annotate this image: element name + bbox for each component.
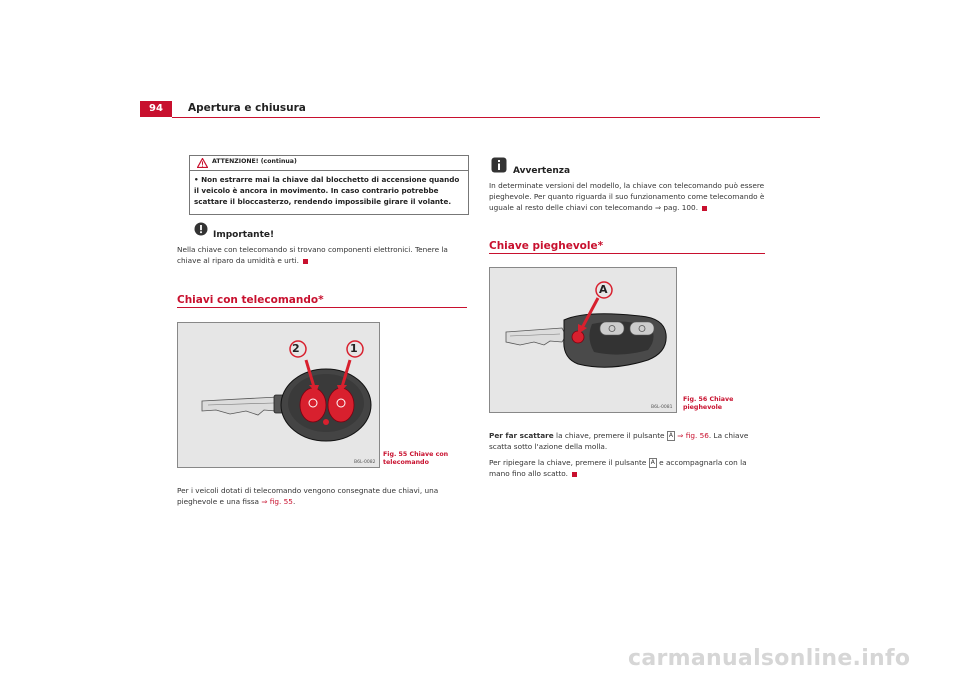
- figure-code: B6L-0081: [651, 405, 673, 410]
- note-body-pre: In determinate versioni del modello, la chiave con telecomando può essere pieghevole. Per quanto riguarda il suo funzionamento come telecomando è uguale al resto delle chiavi con telecomando: [489, 181, 765, 212]
- important-paragraph: [177, 244, 467, 266]
- end-marker: [702, 206, 707, 211]
- note-title: Avvertenza: [513, 166, 571, 176]
- section1-body-pre: Per i veicoli dotati di telecomando vengono consegnate due chiavi, una pieghevole e una fissa: [177, 486, 439, 506]
- header-rule: [172, 117, 820, 118]
- figure-55: [177, 322, 380, 468]
- figure-55-caption: Fig. 55 Chiave con telecomando: [383, 451, 449, 466]
- p2-text-a: Per ripiegare la chiave, premere il pulsante: [489, 458, 649, 467]
- callout-A: A: [599, 283, 608, 296]
- end-marker: [303, 259, 308, 264]
- info-icon: [491, 157, 507, 173]
- figure-56: [489, 267, 677, 413]
- section-rule: [489, 253, 765, 254]
- warning-box: [189, 155, 469, 215]
- warning-text: [194, 174, 466, 207]
- callout-2: 2: [292, 342, 300, 355]
- page-100-link[interactable]: ⇒ pag. 100: [654, 203, 696, 212]
- warning-heading: ATTENZIONE! (continua): [212, 158, 297, 165]
- section2-paragraph-1: [489, 430, 765, 452]
- fig55-link[interactable]: ⇒ fig. 55: [261, 497, 293, 506]
- button-A-ref: A: [668, 432, 673, 439]
- section-heading-remote-keys: Chiavi con telecomando*: [177, 294, 324, 306]
- p2-text-b: e accompagnarla con la mano fino allo scatto.: [489, 458, 747, 478]
- section-rule: [177, 307, 467, 308]
- warning-bullet: •: [194, 175, 199, 184]
- note-body-post: .: [695, 203, 699, 212]
- fig56-link[interactable]: ⇒ fig. 56: [674, 431, 709, 440]
- page-number: 94: [140, 101, 172, 117]
- warning-heading-bar: [190, 156, 468, 171]
- remote-key-illustration: [178, 323, 379, 467]
- watermark: carmanualsonline.info: [628, 646, 911, 671]
- section-heading-folding-key: Chiave pieghevole*: [489, 240, 604, 252]
- button-A-ref: A: [650, 459, 655, 466]
- p1-text-a: la chiave, premere il pulsante: [553, 431, 667, 440]
- section2-paragraph-2: [489, 457, 765, 479]
- section1-paragraph: [177, 485, 467, 507]
- important-exclamation-icon: [194, 222, 208, 236]
- p1-bold: Per far scattare: [489, 431, 554, 440]
- callout-1: 1: [350, 342, 358, 355]
- folding-key-illustration: [490, 268, 676, 412]
- warning-body: Non estrarre mai la chiave dal blocchetto di accensione quando il veicolo è ancora in movimento. In caso contrario potrebbe scattare il bloccasterzo, rendendo impossibile girare il volante.: [194, 175, 460, 206]
- figure-56-caption: Fig. 56 Chiave pieghevole: [683, 396, 734, 411]
- page-header-title: Apertura e chiusura: [188, 102, 306, 114]
- end-marker: [572, 472, 577, 477]
- warning-triangle-icon: [197, 158, 208, 168]
- p1-text-b: . La chiave scatta sotto l'azione della molla.: [489, 431, 749, 451]
- note-paragraph: [489, 180, 765, 213]
- important-title: Importante!: [213, 230, 275, 240]
- figure-code: B6L-0082: [354, 460, 376, 465]
- section1-body-post: .: [292, 497, 296, 506]
- important-body: Nella chiave con telecomando si trovano componenti elettronici. Tenere la chiave al riparo da umidità e urti.: [177, 245, 448, 265]
